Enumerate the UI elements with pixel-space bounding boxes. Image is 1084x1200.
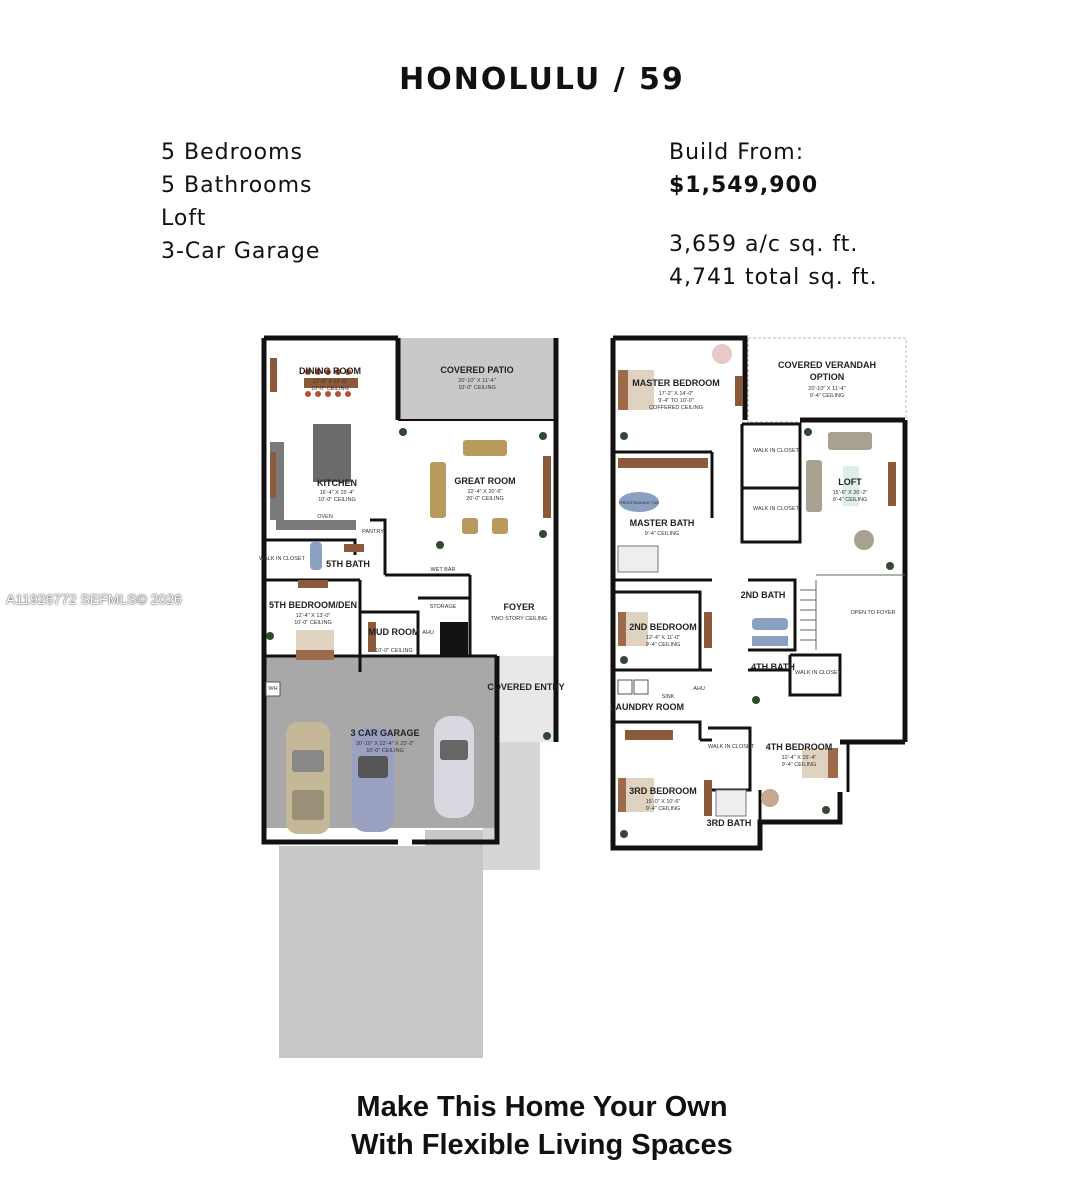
svg-text:12'-4" X 15'-4": 12'-4" X 15'-4" [781,755,817,761]
label-foyer: FOYER [503,602,535,612]
label-wet-bar: WET BAR [430,567,456,573]
label-great-room: GREAT ROOM [454,476,516,486]
svg-text:9'-4" TO 10'-0": 9'-4" TO 10'-0" [658,398,694,404]
label-loft: LOFT [838,477,862,487]
label-3-car-garage: 3 CAR GARAGE [350,728,420,738]
svg-text:16'-4" X 15'-4": 16'-4" X 15'-4" [319,490,355,496]
svg-text:12'-4" X 11'-0": 12'-4" X 11'-0" [645,635,681,641]
label-5th-bedroom: 5TH BEDROOM/DEN [268,600,358,610]
label-walk-in-closet: WALK IN CLOSET [259,556,305,562]
tagline-line-1: Make This Home Your Own [356,1091,728,1123]
svg-text:22'-4" X 20'-6": 22'-4" X 20'-6" [467,489,503,495]
price-amount: $1,549,900 [669,173,819,198]
tagline-line-2: With Flexible Living Spaces [351,1129,733,1161]
svg-text:9'-4" CEILING: 9'-4" CEILING [781,762,817,768]
svg-text:9'-4" CEILING: 9'-4" CEILING [645,806,681,812]
label-open-to-foyer: OPEN TO FOYER [850,610,896,616]
label-walk-in-closet-2: WALK IN CLOSET [753,506,799,512]
label-ahu-first: AHU [422,630,434,636]
svg-text:9'-4" CEILING: 9'-4" CEILING [809,393,845,399]
label-sink: SINK [661,694,675,700]
svg-text:30'-10" X 22'-4" X 23'-2": 30'-10" X 22'-4" X 23'-2" [355,741,415,747]
chair-1 [462,518,478,534]
label-master-bedroom: MASTER BEDROOM [632,378,720,388]
label-ahu-second: AHU [693,686,705,692]
label-dining-room: DINING ROOM [299,366,361,376]
sofa-top [463,440,507,456]
svg-text:20'-10" X 11'-4": 20'-10" X 11'-4" [808,386,846,392]
svg-text:15'-0" X 10'-6": 15'-0" X 10'-6" [645,799,681,805]
svg-text:20'-10" X 11'-4": 20'-10" X 11'-4" [458,378,496,384]
label-wh: WH [268,686,278,692]
covered-entry-floor [500,656,556,742]
svg-text:17'-2" X 14'-0": 17'-2" X 14'-0" [658,391,694,397]
svg-text:OPTION: OPTION [809,372,845,382]
label-mud-room: MUD ROOM [368,627,420,637]
label-freestanding-tub: FREESTANDING TUB [618,500,660,505]
svg-text:10'-0" CEILING: 10'-0" CEILING [318,497,356,503]
walkway [425,830,485,870]
tagline [0,1088,1084,1164]
svg-text:20'-0" CEILING: 20'-0" CEILING [466,496,504,502]
svg-text:COFFERED CEILING: COFFERED CEILING [649,405,703,411]
label-storage: STORAGE [429,604,457,610]
svg-text:10'-0" CEILING: 10'-0" CEILING [366,748,404,754]
label-2nd-bath: 2ND BATH [740,590,786,600]
kitchen-island [313,424,351,482]
label-pantry: PANTRY [362,529,384,535]
label-3rd-bedroom: 3RD BEDROOM [629,786,697,796]
label-walk-in-closet-1: WALK IN CLOSET [753,448,799,454]
label-laundry-room: LAUNDRY ROOM [610,702,684,712]
label-oven: OVEN [317,514,333,520]
label-3rd-bath: 3RD BATH [706,818,752,828]
label-master-bath: MASTER BATH [629,518,695,528]
svg-text:10'-0" CEILING: 10'-0" CEILING [375,648,413,654]
tv-console [543,456,551,518]
area-ac: 3,659 a/c sq. ft. [669,232,859,257]
second-floor-plan [610,338,906,848]
plan-title: HONOLULU / 59 [399,62,685,97]
chair-2 [492,518,508,534]
label-walk-in-closet-3: WALK IN CLOSET [795,670,841,676]
tub-5th-bath [310,542,322,570]
mls-watermark: A11926772 SEFMLS© 2026 [6,591,182,607]
spec-garage: 3-Car Garage [161,239,321,264]
car-3 [434,716,474,818]
price-label: Build From: [669,140,805,165]
svg-text:TWO STORY CEILING: TWO STORY CEILING [490,616,548,622]
first-floor-plan [259,338,565,1058]
svg-text:10'-0" CEILING: 10'-0" CEILING [294,620,332,626]
spec-bedrooms: 5 Bedrooms [161,140,303,165]
area-total: 4,741 total sq. ft. [669,265,878,290]
spec-loft: Loft [161,206,207,231]
svg-text:10'-0" CEILING: 10'-0" CEILING [458,385,496,391]
driveway [279,846,483,1058]
label-2nd-bedroom: 2ND BEDROOM [629,622,697,632]
label-kitchen: KITCHEN [317,478,357,488]
svg-text:12'-4" X 13'-0": 12'-4" X 13'-0" [295,613,331,619]
svg-text:9'-4" CEILING: 9'-4" CEILING [644,531,680,537]
label-covered-entry: COVERED ENTRY [487,682,565,692]
label-5th-bath: 5TH BATH [326,559,370,569]
label-4th-bath: 4TH BATH [751,662,795,672]
loft-sofa [828,432,872,450]
car-1 [286,722,330,834]
label-covered-patio: COVERED PATIO [440,365,514,375]
svg-text:9'-4" CEILING: 9'-4" CEILING [832,497,868,503]
label-4th-bedroom: 4TH BEDROOM [765,742,833,752]
svg-text:9'-4" CEILING: 9'-4" CEILING [645,642,681,648]
svg-text:17'-3" X 12'-0": 17'-3" X 12'-0" [312,379,348,385]
sofa-left [430,462,446,518]
stair-block [440,622,468,656]
svg-text:10'-0" CEILING: 10'-0" CEILING [311,386,349,392]
spec-bathrooms: 5 Bathrooms [161,173,313,198]
label-covered-verandah: COVERED VERANDAH [777,360,877,370]
label-walk-in-closet-4: WALK IN CLOSET [708,744,754,750]
svg-text:15'-6" X 20'-2": 15'-6" X 20'-2" [832,490,868,496]
